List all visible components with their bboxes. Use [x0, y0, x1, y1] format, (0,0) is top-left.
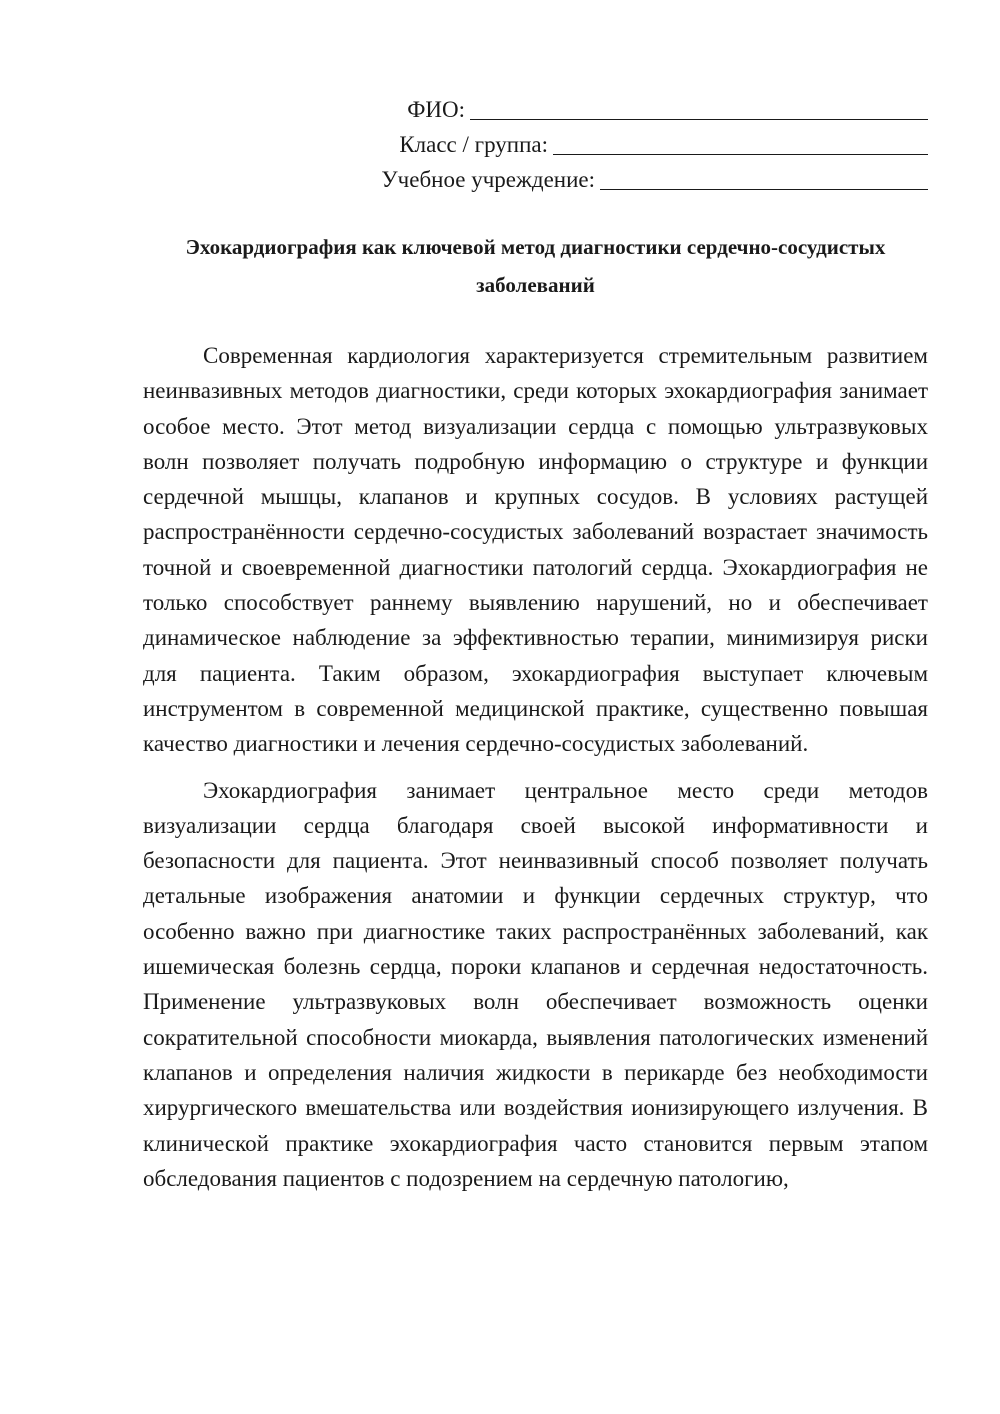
document-body — [143, 338, 928, 1196]
class-blank-line — [553, 130, 928, 155]
institution-field-row — [143, 162, 928, 197]
title-line-1: Эхокардиография как ключевой метод диагностики сердечно-сосудистых — [185, 235, 886, 259]
title-line-2: заболеваний — [476, 273, 595, 297]
class-field-row — [143, 127, 928, 162]
paragraph-2: Эхокардиография занимает центральное место среди методов визуализации сердца благодаря своей высокой информативности и безопасности для пациента. Этот неинвазивный способ позволяет получать детальные изображения анатомии и функции сердечных структур, что особенно важно при диагностике таких распространённых заболеваний, как ишемическая болезнь сердца, пороки клапанов и сердечная недостаточность. Применение ультразвуковых волн обеспечивает возможность оценки сократительной способности миокарда, выявления патологических изменений клапанов и определения наличия жидкости в перикарде без необходимости хирургического вмешательства или воздействия ионизирующего излучения. В клинической практике эхокардиография часто становится первым этапом обследования пациентов с подозрением на сердечную патологию, — [143, 777, 928, 1191]
fio-blank-line — [470, 95, 928, 120]
student-info-block — [143, 92, 928, 197]
institution-label: Учебное учреждение: — [381, 167, 595, 192]
document-page — [143, 92, 928, 1207]
class-label: Класс / группа: — [399, 132, 548, 157]
fio-label: ФИО: — [407, 97, 465, 122]
paragraph-1: Современная кардиология характеризуется стремительным развитием неинвазивных методов диагностики, среди которых эхокардиография занимает особое место. Этот метод визуализации сердца с помощью ультразвуковых волн позволяет получать подробную информацию о структуре и функции сердечной мышцы, клапанов и крупных сосудов. В условиях растущей распространённости сердечно-сосудистых заболеваний возрастает значимость точной и своевременной диагностики патологий сердца. Эхокардиография не только способствует раннему выявлению нарушений, но и обеспечивает динамическое наблюдение за эффективностью терапии, минимизируя риски для пациента. Таким образом, эхокардиография выступает ключевым инструментом в современной медицинской практике, существенно повышая качество диагностики и лечения сердечно-сосудистых заболеваний. — [143, 343, 928, 757]
document-title — [143, 228, 928, 304]
fio-field-row — [143, 92, 928, 127]
institution-blank-line — [600, 165, 928, 190]
